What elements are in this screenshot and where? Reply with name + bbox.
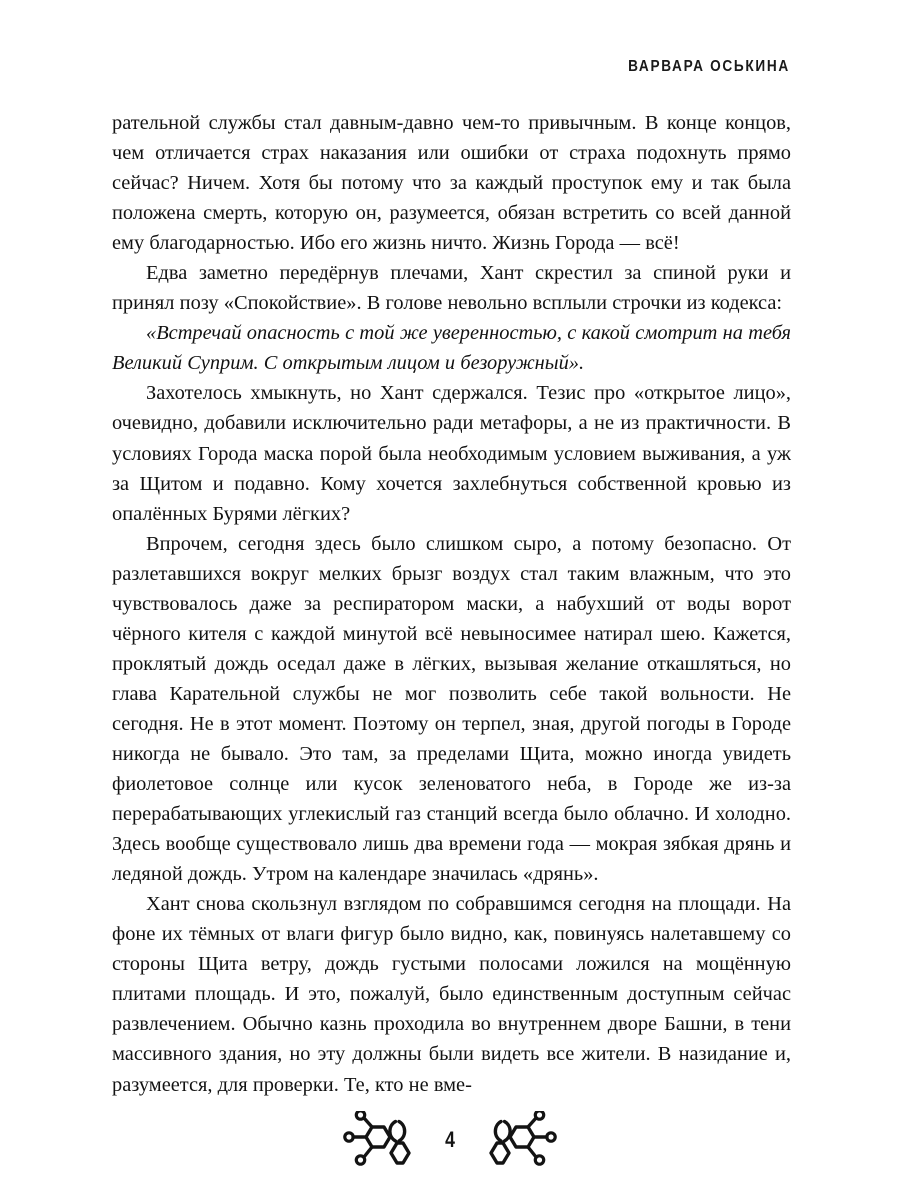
- body-text-column: [112, 108, 791, 1100]
- page-number: 4: [445, 1127, 455, 1152]
- running-head: [112, 58, 790, 86]
- paragraph: Едва заметно передёрнув плечами, Хант скрестил за спиной руки и принял позу «Спокойствие». В голове невольно всплыли строчки из кодекса:: [112, 262, 791, 315]
- paragraph: Впрочем, сегодня здесь было слишком сыро, а потому безопасно. От разлетавшихся вокруг мелких брызг воздух стал таким влажным, что это чувствовалось даже за респиратором маски, а набухший от воды ворот чёрного кителя с каждой минутой всё невыносимее натирал шею. Кажется, проклятый дождь оседал даже в лёгких, вызывая желание откашляться, но глава Карательной службы не мог позволить себе такой вольности. Не сегодня. Не в этот момент. Поэтому он терпел, зная, другой погоды в Городе никогда не бывало. Это там, за пределами Щита, можно иногда увидеть фиолетовое солнце или кусок зеленоватого неба, в Городе же из-за перерабатывающих углекислый газ станций всегда было облачно. И холодно. Здесь вообще существовало лишь два времени года — мокрая зябкая дрянь и ледяной дождь. Утром на календаре значилась «дрянь».: [112, 532, 791, 886]
- running-head-author: ВАРВАРА ОСЬКИНА: [628, 58, 790, 75]
- molecule-ornament-icon: [341, 1111, 415, 1171]
- molecule-ornament-mirrored-icon: [485, 1111, 559, 1171]
- paragraph-codex-quote: «Встречай опасность с той же уверенностью, с какой смотрит на тебя Великий Суприм. С открытым лицом и безоружный».: [112, 322, 791, 375]
- paragraph: Хант снова скользнул взглядом по собравшимся сегодня на площади. На фоне их тёмных от влаги фигур было видно, как, повинуясь налетавшему со стороны Щита ветру, дождь густыми полосами ложился на мощённую плитами площадь. И это, пожалуй, было единственным доступным сейчас развлечением. Обычно казнь проходила во внутреннем дворе Башни, в тени массивного здания, но эту должны были видеть все жители. В назидание и, разумеется, для проверки. Те, кто не вме-: [112, 893, 791, 1096]
- page-footer: [0, 1108, 900, 1174]
- paragraph: Захотелось хмыкнуть, но Хант сдержался. Тезис про «открытое лицо», очевидно, добавили исключительно ради метафоры, а не из практичности. В условиях Города маска порой была необходимым условием выживания, а уж за Щитом и подавно. Кому хочется захлебнуться собственной кровью из опалённых Бурями лёгких?: [112, 382, 791, 525]
- paragraph-continued: рательной службы стал давным-давно чем-то привычным. В конце концов, чем отличается страх наказания или ошибки от страха подохнуть прямо сейчас? Ничем. Хотя бы потому что за каждый проступок ему и так была положена смерть, которую он, разумеется, обязан встретить со всей данной ему благодарностью. Ибо его жизнь ничто. Жизнь Города — всё!: [112, 112, 791, 255]
